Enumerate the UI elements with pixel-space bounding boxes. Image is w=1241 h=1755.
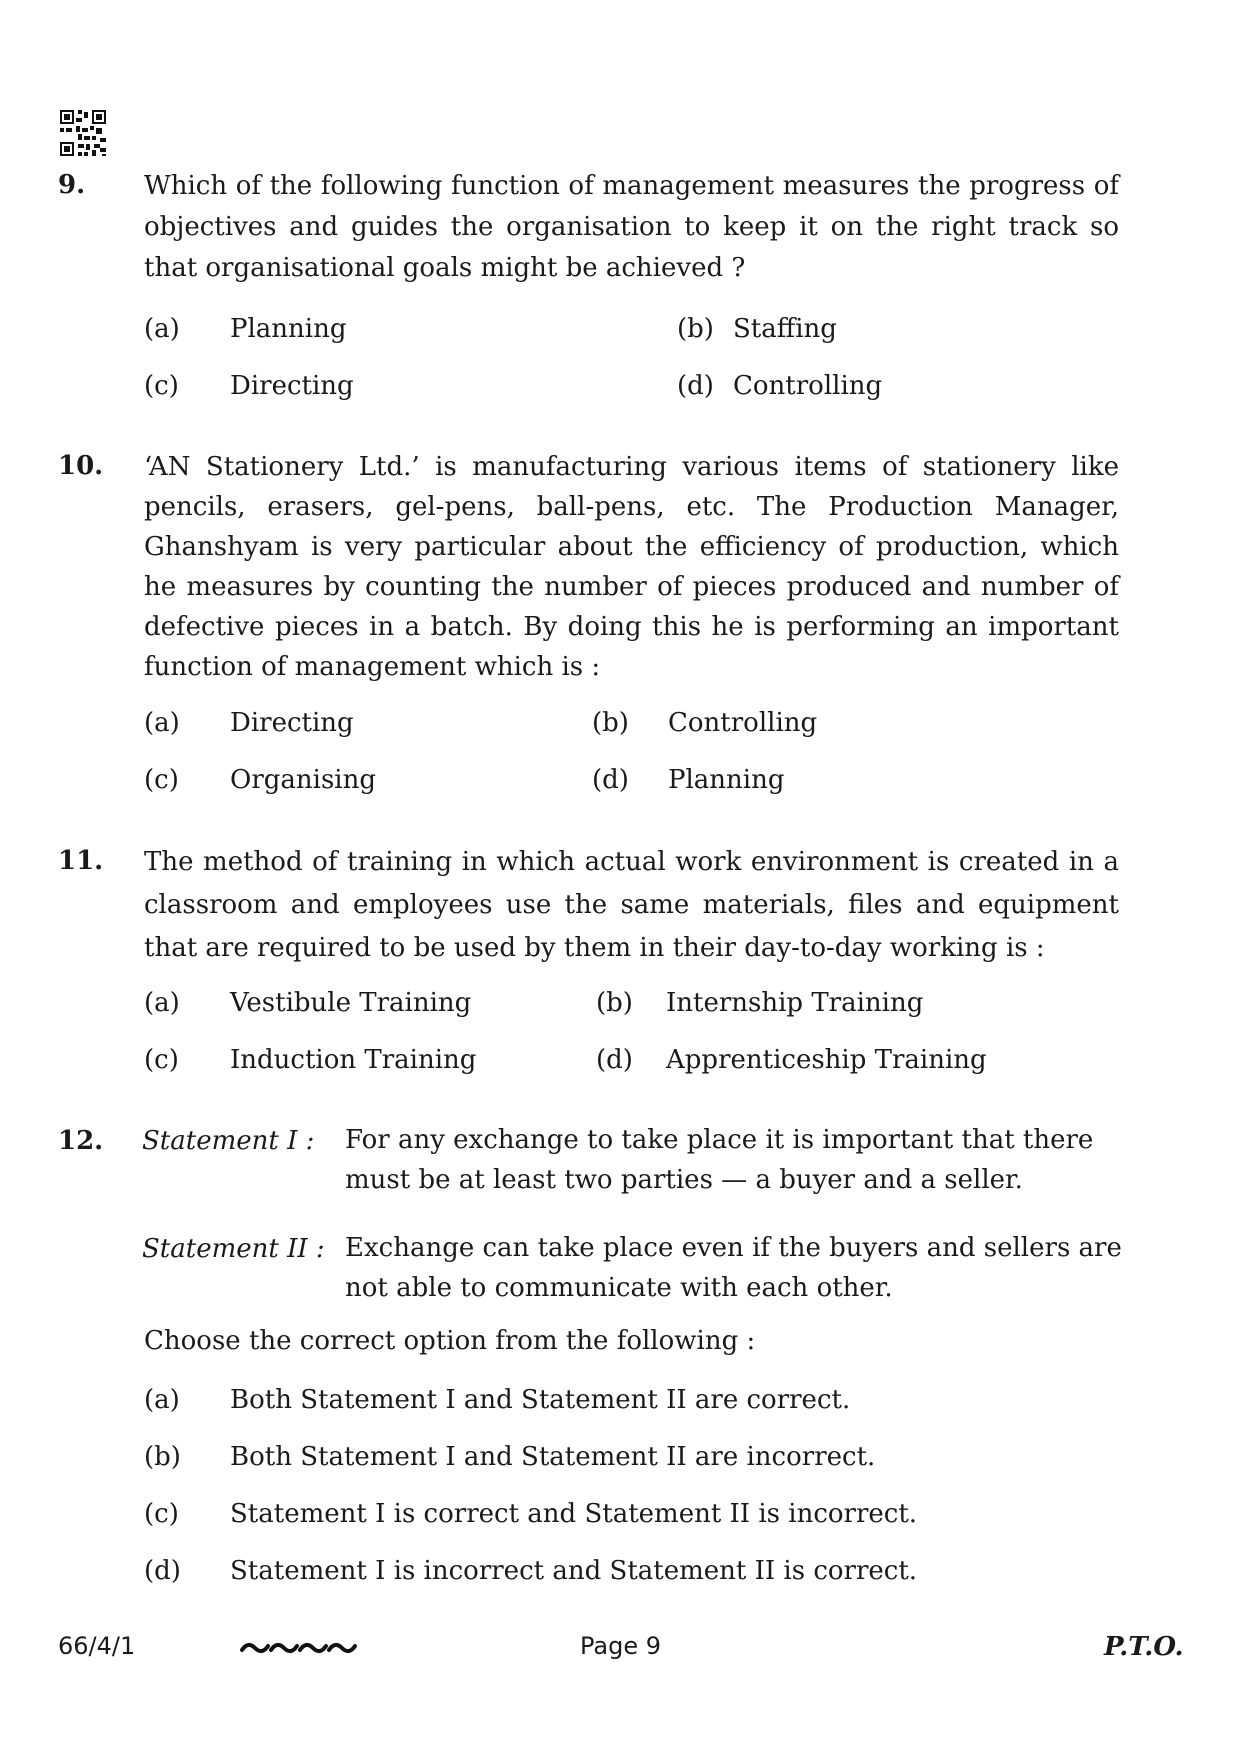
option-label: (c) — [144, 1499, 179, 1529]
option-label: (a) — [144, 708, 180, 738]
option-label: (a) — [144, 314, 180, 344]
q10-option-b-text: Controlling — [668, 708, 818, 738]
q11-option-c-text: Induction Training — [230, 1045, 477, 1075]
q12-option-c[interactable] — [144, 1499, 179, 1529]
option-label: (d) — [677, 371, 714, 401]
option-label: (c) — [144, 1045, 179, 1075]
q9-option-b[interactable] — [677, 314, 714, 344]
q12-option-b-text: Both Statement I and Statement II are incorrect. — [230, 1442, 876, 1472]
q9-option-a-text: Planning — [230, 314, 347, 344]
q11-option-a-text: Vestibule Training — [230, 988, 472, 1018]
option-label: (b) — [677, 314, 714, 344]
q9-option-a[interactable] — [144, 314, 180, 344]
question-10-number: 10. — [58, 451, 104, 481]
q12-option-a-text: Both Statement I and Statement II are correct. — [230, 1385, 851, 1415]
statement-1-text: For any exchange to take place it is important that there must be at least two parties — a buyer and a seller. — [345, 1125, 1094, 1195]
q9-option-c-text: Directing — [230, 371, 354, 401]
option-label: (c) — [144, 765, 179, 795]
q11-option-d[interactable] — [596, 1045, 633, 1075]
pto-label: P.T.O. — [1104, 1632, 1184, 1662]
option-label: (a) — [144, 988, 180, 1018]
q10-option-d-text: Planning — [668, 765, 785, 795]
q10-option-d[interactable] — [592, 765, 629, 795]
q11-option-b[interactable] — [596, 988, 633, 1018]
question-12-number: 12. — [58, 1126, 104, 1156]
q10-option-b[interactable] — [592, 708, 629, 738]
q10-option-a[interactable] — [144, 708, 180, 738]
question-11-text: The method of training in which actual work environment is created in a classroom and employees use the same materials, files and equipment that are required to be used by them in their day-to-day working is : — [144, 847, 1119, 963]
statement-1-label: Statement I : — [142, 1126, 315, 1156]
qr-code-icon — [60, 110, 106, 156]
q12-option-b[interactable] — [144, 1442, 181, 1472]
option-label: (b) — [592, 708, 629, 738]
q12-option-d-text: Statement I is incorrect and Statement II is correct. — [230, 1556, 918, 1586]
option-label: (b) — [596, 988, 633, 1018]
option-label: (d) — [596, 1045, 633, 1075]
option-label: (a) — [144, 1385, 180, 1415]
q11-option-d-text: Apprenticeship Training — [666, 1045, 987, 1075]
question-9-number: 9. — [58, 170, 86, 200]
option-label: (d) — [592, 765, 629, 795]
q9-option-b-text: Staffing — [733, 314, 837, 344]
statement-2-label: Statement II : — [142, 1234, 325, 1264]
q12-option-a[interactable] — [144, 1385, 180, 1415]
q11-option-c[interactable] — [144, 1045, 179, 1075]
q12-option-d[interactable] — [144, 1556, 181, 1586]
q12-option-c-text: Statement I is correct and Statement II is incorrect. — [230, 1499, 918, 1529]
q9-option-c[interactable] — [144, 371, 179, 401]
q11-option-b-text: Internship Training — [666, 988, 924, 1018]
paper-code: 66/4/1 — [58, 1632, 136, 1660]
q10-option-a-text: Directing — [230, 708, 354, 738]
option-label: (c) — [144, 371, 179, 401]
option-label: (b) — [144, 1442, 181, 1472]
statement-2-text: Exchange can take place even if the buyers and sellers are not able to communicate with each other. — [345, 1233, 1122, 1303]
q9-option-d-text: Controlling — [733, 371, 883, 401]
tilde-ornament-icon — [240, 1638, 358, 1658]
q9-option-d[interactable] — [677, 371, 714, 401]
question-11-number: 11. — [58, 846, 104, 876]
page-number: Page 9 — [580, 1632, 661, 1660]
q10-option-c-text: Organising — [230, 765, 376, 795]
q11-option-a[interactable] — [144, 988, 180, 1018]
question-9-text: Which of the following function of management measures the progress of objectives and guides the organisation to keep it on the right track so that organisational goals might be achieved ? — [144, 171, 1119, 283]
q10-option-c[interactable] — [144, 765, 179, 795]
q12-instruction: Choose the correct option from the following : — [144, 1326, 756, 1356]
question-10-text: ‘AN Stationery Ltd.’ is manufacturing various items of stationery like pencils, erasers, gel-pens, ball-pens, etc. The Production Manager, Ghanshyam is very particular about the efficiency of production, which he measures by counting the number of pieces produced and number of defective pieces in a batch. By doing this he is performing an important function of management which is : — [144, 452, 1119, 682]
option-label: (d) — [144, 1556, 181, 1586]
